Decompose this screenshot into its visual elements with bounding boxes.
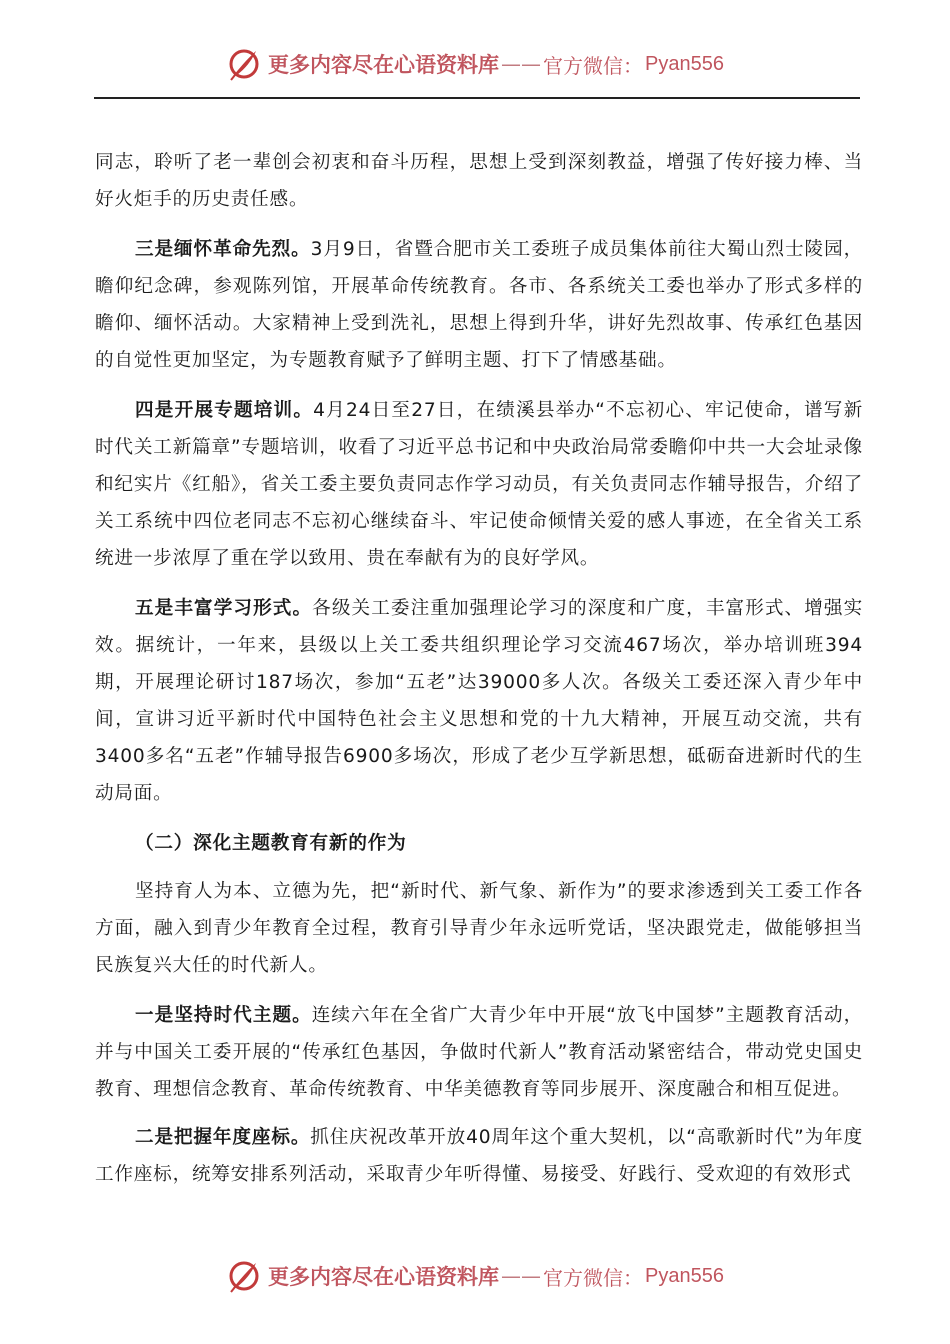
paragraph-text: 4月24日至27日，在绩溪县举办“不忘初心、牢记使命，谱写新时代关工新篇章”专题培训，收看了习近平总书记和中央政治局常委瞻仰中共一大会址录像和纪实片《红船》，省关工委主要负责同志作学习动员，有关负责同志作辅导报告，介绍了关工系统中四位老同志不忘初心继续奋斗、牢记使命倾情关爱的感人事迹，在全省关工系统进一步浓厚了重在学以致用、贵在奉献有为的良好学风。 [95, 400, 863, 569]
banner-title: 更多内容尽在心语资料库 [268, 52, 500, 77]
banner-wechat-label: 官方微信： [543, 53, 644, 78]
header-divider [94, 97, 860, 99]
header-banner [0, 44, 950, 84]
quill-logo-icon [226, 46, 262, 82]
section-heading: （二）深化主题教育有新的作为 [135, 833, 407, 854]
paragraph-training [95, 392, 863, 577]
paragraph-section-intro: 坚持育人为本、立德为先，把“新时代、新气象、新作为”的要求渗透到关工委工作各方面，融入到青少年教育全过程，教育引导青少年永远听党话，坚决跟党走，做能够担当民族复兴大任的时代新人。 [95, 881, 863, 976]
paragraph-lead: 三是缅怀革命先烈。 [135, 239, 311, 260]
paragraph-text: 3月9日，省暨合肥市关工委班子成员集体前往大蜀山烈士陵园，瞻仰纪念碑，参观陈列馆，开展革命传统教育。各市、各系统关工委也举办了形式多样的瞻仰、缅怀活动。大家精神上受到洗礼，思想上得到升华，讲好先烈故事、传承红色基因的自觉性更加坚定，为专题教育赋予了鲜明主题、打下了情感基础。 [95, 239, 863, 371]
banner-wechat-id: Pyan556 [645, 1264, 724, 1287]
quill-logo-icon [226, 1258, 262, 1294]
banner-separator: —— [501, 52, 542, 76]
paragraph-text: 抓住庆祝改革开放40周年这个重大契机，以“高歌新时代”为年度工作座标，统筹安排系列活动，采取青少年听得懂、易接受、好践行、受欢迎的有效形式 [95, 1127, 863, 1185]
paragraph-text: 连续六年在全省广大青少年中开展“放飞中国梦”主题教育活动，并与中国关工委开展的“传承红色基因，争做时代新人”教育活动紧密结合，带动党史国史教育、理想信念教育、革命传统教育、中华美德教育等同步展开、深度融合和相互促进。 [95, 1005, 864, 1100]
paragraph-lead: 四是开展专题培训。 [135, 400, 314, 421]
banner-wechat-label: 官方微信： [543, 1265, 644, 1290]
banner-separator: —— [501, 1264, 542, 1288]
document-body [95, 144, 863, 1193]
paragraph-lead: 五是丰富学习形式。 [135, 598, 313, 619]
banner-wechat-id: Pyan556 [645, 52, 724, 75]
paragraph-text: 各级关工委注重加强理论学习的深度和广度，丰富形式、增强实效。据统计，一年来，县级以上关工委共组织理论学习交流467场次，举办培训班394期，开展理论研讨187场次，参加“五老”达39000多人次。各级关工委还深入青少年中间，宣讲习近平新时代中国特色社会主义思想和党的十九大精神，开展互动交流，共有3400多名“五老”作辅导报告6900多场次，形成了老少互学新思想，砥砺奋进新时代的生动局面。 [95, 598, 863, 804]
paragraph-continuation: 同志，聆听了老一辈创会初衷和奋斗历程，思想上受到深刻教益，增强了传好接力棒、当好火炬手的历史责任感。 [95, 152, 863, 210]
banner-title: 更多内容尽在心语资料库 [268, 1264, 500, 1289]
paragraph-lead: 二是把握年度座标。 [135, 1127, 311, 1148]
footer-banner [0, 1256, 950, 1296]
paragraph-lead: 一是坚持时代主题。 [135, 1005, 312, 1026]
paragraph-theme [95, 997, 863, 1108]
paragraph-annual-coordinate [95, 1119, 863, 1193]
paragraph-commemorate [95, 231, 863, 379]
paragraph-learning-forms [95, 590, 863, 812]
